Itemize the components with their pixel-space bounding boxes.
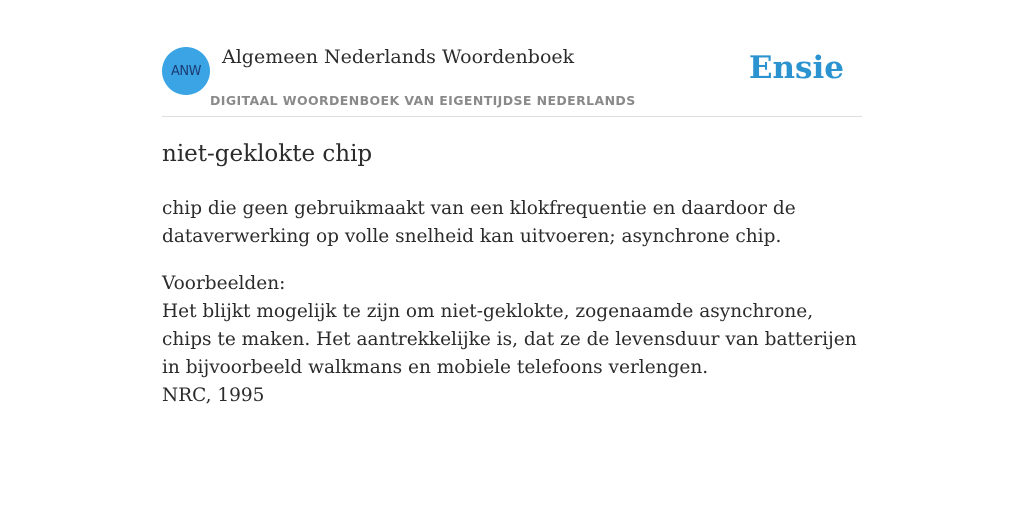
ensie-brand-logo[interactable]: Ensie — [748, 50, 844, 86]
entry-term: niet-geklokte chip — [162, 141, 373, 167]
example-source: NRC, 1995 — [162, 385, 265, 406]
site-header — [162, 40, 862, 117]
dictionary-subtitle: DIGITAAL WOORDENBOEK VAN EIGENTIJDSE NEDERLANDS — [210, 93, 636, 108]
entry-content — [162, 138, 862, 410]
entry-definition: chip die geen gebruikmaakt van een klokfrequentie en daardoor de dataverwerking op volle snelheid kan uitvoeren; asynchrone chip. — [162, 198, 796, 247]
examples-section — [162, 270, 862, 410]
logo-text: ANW — [171, 63, 201, 79]
dictionary-title[interactable]: Algemeen Nederlands Woordenboek — [222, 46, 575, 68]
examples-label: Voorbeelden: — [162, 273, 286, 294]
example-text: Het blijkt mogelijk te zijn om niet-geklokte, zogenaamde asynchrone, chips te maken. Het aantrekkelijke is, dat ze de levensduur van batterijen in bijvoorbeeld walkmans en mobiele telefoons verlengen. — [162, 301, 857, 378]
anw-logo[interactable] — [162, 47, 210, 95]
